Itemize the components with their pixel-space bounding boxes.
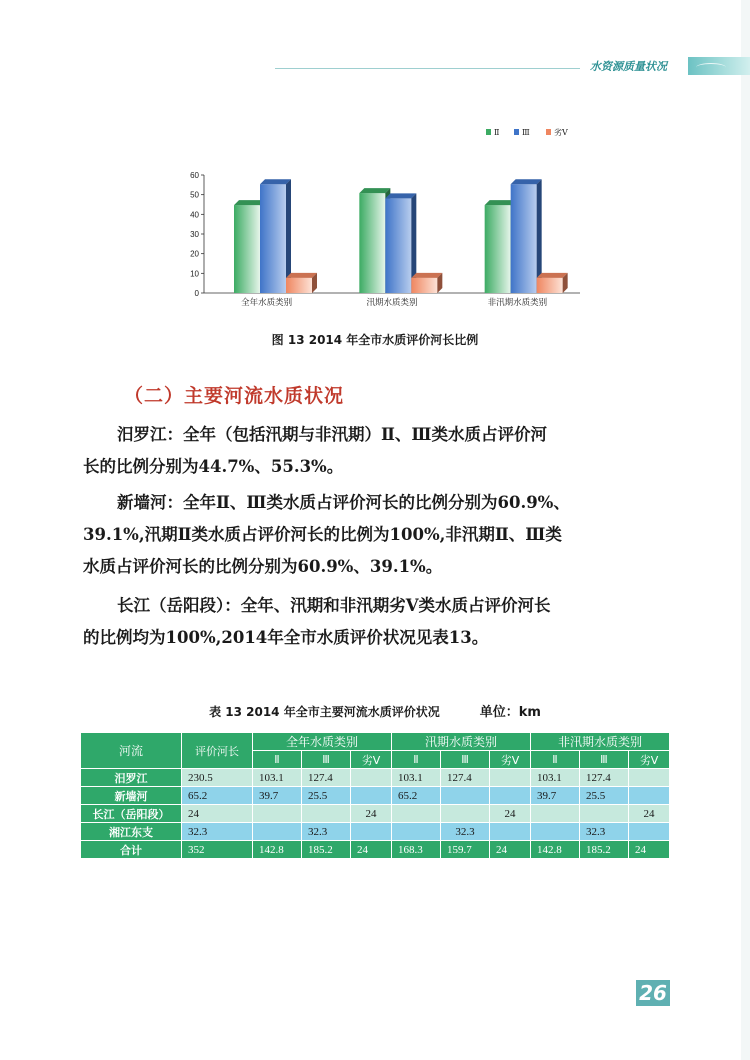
y-tick-label: 10: [190, 269, 199, 279]
table-cell: 32.3: [579, 823, 628, 841]
header-sub: 劣Ⅴ: [628, 751, 669, 769]
table-cell: [351, 769, 392, 787]
table-cell: 32.3: [182, 823, 253, 841]
bar-chart: [170, 118, 590, 308]
table-cell: 230.5: [182, 769, 253, 787]
table-cell: 25.5: [302, 787, 351, 805]
bar-top: [537, 273, 568, 278]
table-cell: [490, 787, 531, 805]
table-cell: 24: [351, 841, 392, 859]
table-cell: 65.2: [391, 787, 440, 805]
table-cell: 103.1: [391, 769, 440, 787]
paragraph-text: 汨罗江：全年（包括汛期与非汛期）Ⅱ、Ⅲ类水质占评价河: [117, 425, 547, 444]
table-cell: 24: [490, 841, 531, 859]
bar-front: [286, 278, 312, 293]
table-cell: [530, 805, 579, 823]
legend-label: 劣Ⅴ: [554, 128, 568, 137]
bar-front: [234, 205, 260, 293]
table-row: [81, 805, 670, 823]
paragraph-text: 新墙河：全年Ⅱ、Ⅲ类水质占评价河长的比例分别为60.9%、: [117, 493, 570, 512]
header-sub: Ⅲ: [302, 751, 351, 769]
table-cell: 185.2: [579, 841, 628, 859]
y-tick-label: 20: [190, 249, 199, 259]
table-cell: 24: [628, 805, 669, 823]
table-row: [81, 769, 670, 787]
header-river: 河流: [81, 733, 182, 769]
table-cell: [351, 823, 392, 841]
paragraph-text: 长的比例分别为44.7%、55.3%。: [83, 457, 344, 476]
paragraph-changjiang: [83, 590, 683, 654]
bar-front: [260, 184, 286, 293]
header-sub: 劣Ⅴ: [351, 751, 392, 769]
table-cell: 142.8: [253, 841, 302, 859]
header-rule: [275, 68, 580, 69]
header-sub: 劣Ⅴ: [490, 751, 531, 769]
table-cell: 127.4: [579, 769, 628, 787]
header-sub: Ⅲ: [440, 751, 489, 769]
table-cell: 168.3: [391, 841, 440, 859]
y-tick-label: 50: [190, 190, 199, 200]
legend-swatch: [486, 129, 491, 135]
x-tick-label: 非汛期水质类别: [487, 298, 548, 308]
bar-top: [260, 179, 291, 184]
header-length: 评价河长: [182, 733, 253, 769]
paragraph-xinqiang: [83, 487, 683, 583]
table-cell: [579, 805, 628, 823]
header-section-title: 水资源质量状况: [590, 60, 667, 73]
table-cell: [440, 805, 489, 823]
page-number: 26: [636, 980, 670, 1006]
table-cell: 185.2: [302, 841, 351, 859]
water-quality-table: [80, 732, 670, 859]
table-cell: [628, 769, 669, 787]
table-unit: 单位：km: [479, 705, 541, 720]
table-cell: 39.7: [530, 787, 579, 805]
row-river-name: 汨罗江: [81, 769, 182, 787]
table-cell: 352: [182, 841, 253, 859]
paragraph-text: 水质占评价河长的比例分别为60.9%、39.1%。: [83, 557, 443, 576]
legend-label: Ⅱ: [494, 128, 500, 137]
table-cell: [351, 787, 392, 805]
row-river-name: 长江（岳阳段）: [81, 805, 182, 823]
table-cell: [490, 769, 531, 787]
table-cell: 159.7: [440, 841, 489, 859]
table-cell: [391, 805, 440, 823]
paragraph-text: 的比例均为100%,2014年全市水质评价状况见表13。: [83, 628, 489, 647]
x-tick-label: 全年水质类别: [241, 298, 293, 308]
table-cell: 24: [490, 805, 531, 823]
bar-front: [537, 278, 563, 293]
bar-top: [286, 273, 317, 278]
header-group-nonflood: 非汛期水质类别: [530, 733, 669, 751]
legend-label: Ⅲ: [522, 128, 530, 137]
table-cell: 32.3: [440, 823, 489, 841]
chart-legend: [486, 127, 568, 137]
table-cell: [490, 823, 531, 841]
header-sub: Ⅱ: [253, 751, 302, 769]
legend-swatch: [514, 129, 519, 135]
section-heading: （二）主要河流水质状况: [124, 385, 345, 407]
page-edge-strip: [741, 0, 750, 1060]
bar-front: [385, 198, 411, 293]
table-cell: 103.1: [530, 769, 579, 787]
bar-front: [485, 205, 511, 293]
table-cell: [253, 805, 302, 823]
table-cell: 127.4: [302, 769, 351, 787]
legend-swatch: [546, 129, 551, 135]
bar-front: [511, 184, 537, 293]
x-tick-label: 汛期水质类别: [366, 298, 418, 308]
header-group-annual: 全年水质类别: [253, 733, 392, 751]
table-cell: 25.5: [579, 787, 628, 805]
table-cell: 32.3: [302, 823, 351, 841]
header-group-flood: 汛期水质类别: [391, 733, 530, 751]
figure-caption: 图 13 2014 年全市水质评价河长比例: [271, 333, 479, 347]
row-river-name: 新墙河: [81, 787, 182, 805]
bar-front: [411, 278, 437, 293]
table-row: [81, 787, 670, 805]
row-river-name: 合计: [81, 841, 182, 859]
row-river-name: 湘江东支: [81, 823, 182, 841]
table-title-text: 表 13 2014 年全市主要河流水质评价状况: [209, 705, 440, 719]
table-cell: 142.8: [530, 841, 579, 859]
y-tick-label: 60: [190, 171, 199, 180]
y-tick-label: 30: [190, 230, 199, 239]
y-tick-label: 40: [190, 210, 199, 220]
chart-bars: [234, 179, 568, 293]
y-tick-label: 0: [194, 289, 199, 298]
table-cell: 24: [628, 841, 669, 859]
table-cell: [628, 823, 669, 841]
paragraph-text: 39.1%,汛期Ⅱ类水质占评价河长的比例为100%,非汛期Ⅱ、Ⅲ类: [83, 525, 562, 544]
table-cell: 24: [182, 805, 253, 823]
paragraph-text: 长江（岳阳段）：全年、汛期和非汛期劣Ⅴ类水质占评价河长: [117, 596, 551, 615]
bar-top: [411, 273, 442, 278]
table-cell: 65.2: [182, 787, 253, 805]
table-cell: 127.4: [440, 769, 489, 787]
header-sub: Ⅱ: [391, 751, 440, 769]
table-cell: 39.7: [253, 787, 302, 805]
table-cell: 24: [351, 805, 392, 823]
header-decoration: [688, 57, 750, 75]
paragraph-miluo: [83, 419, 683, 483]
table-cell: 103.1: [253, 769, 302, 787]
header-sub: Ⅱ: [530, 751, 579, 769]
table-cell: [253, 823, 302, 841]
table-cell: [302, 805, 351, 823]
table-cell: [530, 823, 579, 841]
table-title: [0, 701, 750, 720]
table-header-row: [81, 733, 670, 751]
table-row: [81, 823, 670, 841]
table-cell: [628, 787, 669, 805]
table-row-total: [81, 841, 670, 859]
table-cell: [440, 787, 489, 805]
bar-top: [385, 193, 416, 198]
bar-top: [359, 188, 390, 193]
bar-front: [359, 193, 385, 293]
table-cell: [391, 823, 440, 841]
header-sub: Ⅲ: [579, 751, 628, 769]
bar-top: [511, 179, 542, 184]
